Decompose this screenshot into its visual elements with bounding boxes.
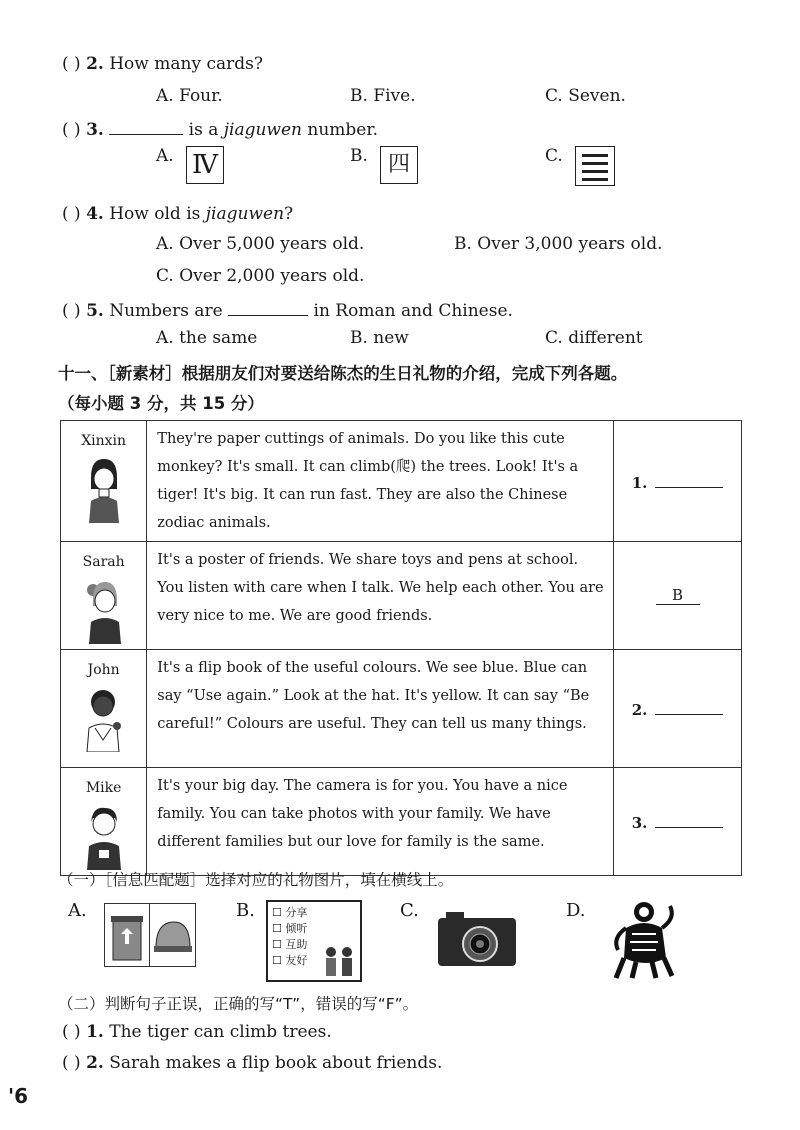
- helmet-icon: [150, 904, 196, 966]
- option-a[interactable]: A. the same: [156, 328, 258, 348]
- poster-item: ☐ 互助: [272, 938, 308, 951]
- judge-item-1: [62, 1022, 332, 1042]
- option-b[interactable]: B.: [350, 146, 368, 166]
- answer-paren[interactable]: ( ): [62, 54, 81, 74]
- answer-paren[interactable]: ( ): [62, 204, 81, 224]
- gift-description: They're paper cuttings of animals. Do you like this cute monkey? It's small. It can climb(爬) the trees. Look! It's a tiger! It's big. It can run fast. They are also the Chinese zodiac animals.: [147, 421, 614, 542]
- option-a-label: A.: [68, 900, 87, 921]
- person-name: John: [87, 662, 120, 678]
- question-text: The tiger can climb trees.: [109, 1022, 332, 1042]
- part2-title: （二）判断句子正误，正确的写“T”，错误的写“F”。: [58, 995, 419, 1013]
- answer-paren[interactable]: ( ): [62, 120, 81, 140]
- table-row: [61, 650, 742, 768]
- question-number: 1.: [86, 1022, 104, 1042]
- boy-avatar: [81, 802, 127, 870]
- option-b[interactable]: B. Over 3,000 years old.: [454, 234, 663, 254]
- poster-item: ☐ 分享: [272, 906, 308, 919]
- jiaguwen-four-box: [575, 146, 615, 186]
- table-row: [61, 421, 742, 542]
- question-number: 5.: [86, 301, 104, 321]
- question-italic: jiaguwen: [205, 204, 285, 224]
- question-text: is a: [188, 120, 219, 140]
- question-text: Numbers are: [109, 301, 223, 321]
- friends-icon: [322, 942, 356, 978]
- person-cell: [61, 768, 147, 876]
- question-number: 3.: [86, 120, 104, 140]
- poster-checklist: [272, 905, 307, 969]
- answer-cell[interactable]: [614, 650, 742, 768]
- question-text-end: in Roman and Chinese.: [313, 301, 513, 321]
- question-text: Sarah makes a flip book about friends.: [109, 1053, 443, 1073]
- option-c[interactable]: C.: [545, 146, 563, 166]
- answer-cell[interactable]: [614, 542, 742, 650]
- gift-description: It's your big day. The camera is for you. You have a nice family. You can take photos with your family. We have different families but our love for family is the same.: [147, 768, 614, 876]
- option-d-label: D.: [566, 900, 586, 921]
- girl-avatar: [81, 455, 127, 523]
- gift-description: It's a flip book of the useful colours. We see blue. Blue can say “Use again.” Look at the hat. It's yellow. It can say “Be careful!” Colours are useful. They can tell us many things.: [147, 650, 614, 768]
- answer-blank[interactable]: [655, 811, 723, 828]
- answer-blank[interactable]: [655, 698, 723, 715]
- question-4: [62, 204, 293, 224]
- table-row: [61, 542, 742, 650]
- option-c-label: C.: [400, 900, 419, 921]
- recycle-bin-and-helmet-image: [104, 903, 196, 967]
- person-name: Mike: [85, 780, 122, 796]
- question-number: 4.: [86, 204, 104, 224]
- gift-description: It's a poster of friends. We share toys and pens at school. You listen with care when I talk. We help each other. You are very nice to me. We are good friends.: [147, 542, 614, 650]
- friendship-poster-image: [266, 900, 362, 982]
- question-italic: jiaguwen: [223, 120, 302, 140]
- option-a[interactable]: A. Four.: [156, 86, 223, 106]
- answer-number: 2.: [631, 701, 648, 719]
- question-text: How many cards?: [109, 54, 263, 74]
- answer-number: 3.: [631, 814, 648, 832]
- fill-blank[interactable]: [228, 297, 308, 316]
- section-title: 十一、［新素材］根据朋友们对要送给陈杰的生日礼物的介绍，完成下列各题。: [58, 364, 628, 383]
- answer-blank[interactable]: [655, 471, 723, 488]
- option-c[interactable]: C. Over 2,000 years old.: [156, 266, 365, 286]
- option-c[interactable]: C. different: [545, 328, 643, 348]
- boy-avatar: [81, 684, 127, 752]
- page-number: '6: [8, 1084, 29, 1108]
- poster-item: ☐ 友好: [272, 954, 308, 967]
- answer-number: 1.: [631, 473, 648, 492]
- table-row: [61, 768, 742, 876]
- answer-cell[interactable]: [614, 768, 742, 876]
- answer-filled: B: [656, 586, 700, 605]
- question-mark: ?: [284, 204, 294, 224]
- question-number: 2.: [86, 54, 104, 74]
- question-5: [62, 297, 513, 321]
- answer-paren[interactable]: ( ): [62, 301, 81, 321]
- option-a[interactable]: A. Over 5,000 years old.: [156, 234, 365, 254]
- question-text-end: number.: [307, 120, 379, 140]
- paper-cutting-monkey-icon: [606, 898, 678, 980]
- person-name: Xinxin: [81, 433, 127, 449]
- person-cell: [61, 421, 147, 542]
- girl-avatar: [81, 576, 127, 644]
- section-score: （每小题 3 分，共 15 分）: [58, 394, 264, 413]
- question-2: [62, 54, 263, 74]
- chinese-four-box: 四: [380, 146, 418, 184]
- answer-paren[interactable]: ( ): [62, 1022, 81, 1042]
- person-name: Sarah: [82, 554, 125, 570]
- question-number: 2.: [86, 1053, 104, 1073]
- option-b[interactable]: B. Five.: [350, 86, 416, 106]
- gift-table: [60, 420, 742, 876]
- person-cell: [61, 650, 147, 768]
- option-a[interactable]: A.: [156, 146, 174, 166]
- judge-item-2: [62, 1053, 442, 1073]
- question-text: How old is: [109, 204, 201, 224]
- option-c[interactable]: C. Seven.: [545, 86, 626, 106]
- roman-four-box: Ⅳ: [186, 146, 224, 184]
- camera-icon: [436, 910, 518, 968]
- option-b-label: B.: [236, 900, 255, 921]
- question-3: [62, 116, 378, 140]
- poster-item: ☐ 倾听: [272, 922, 308, 935]
- option-b[interactable]: B. new: [350, 328, 409, 348]
- fill-blank[interactable]: [109, 116, 183, 135]
- person-cell: [61, 542, 147, 650]
- answer-cell[interactable]: [614, 421, 742, 542]
- recycle-bin-icon: [105, 904, 149, 966]
- part1-title: （一）［信息匹配题］选择对应的礼物图片，填在横线上。: [58, 871, 454, 889]
- answer-paren[interactable]: ( ): [62, 1053, 81, 1073]
